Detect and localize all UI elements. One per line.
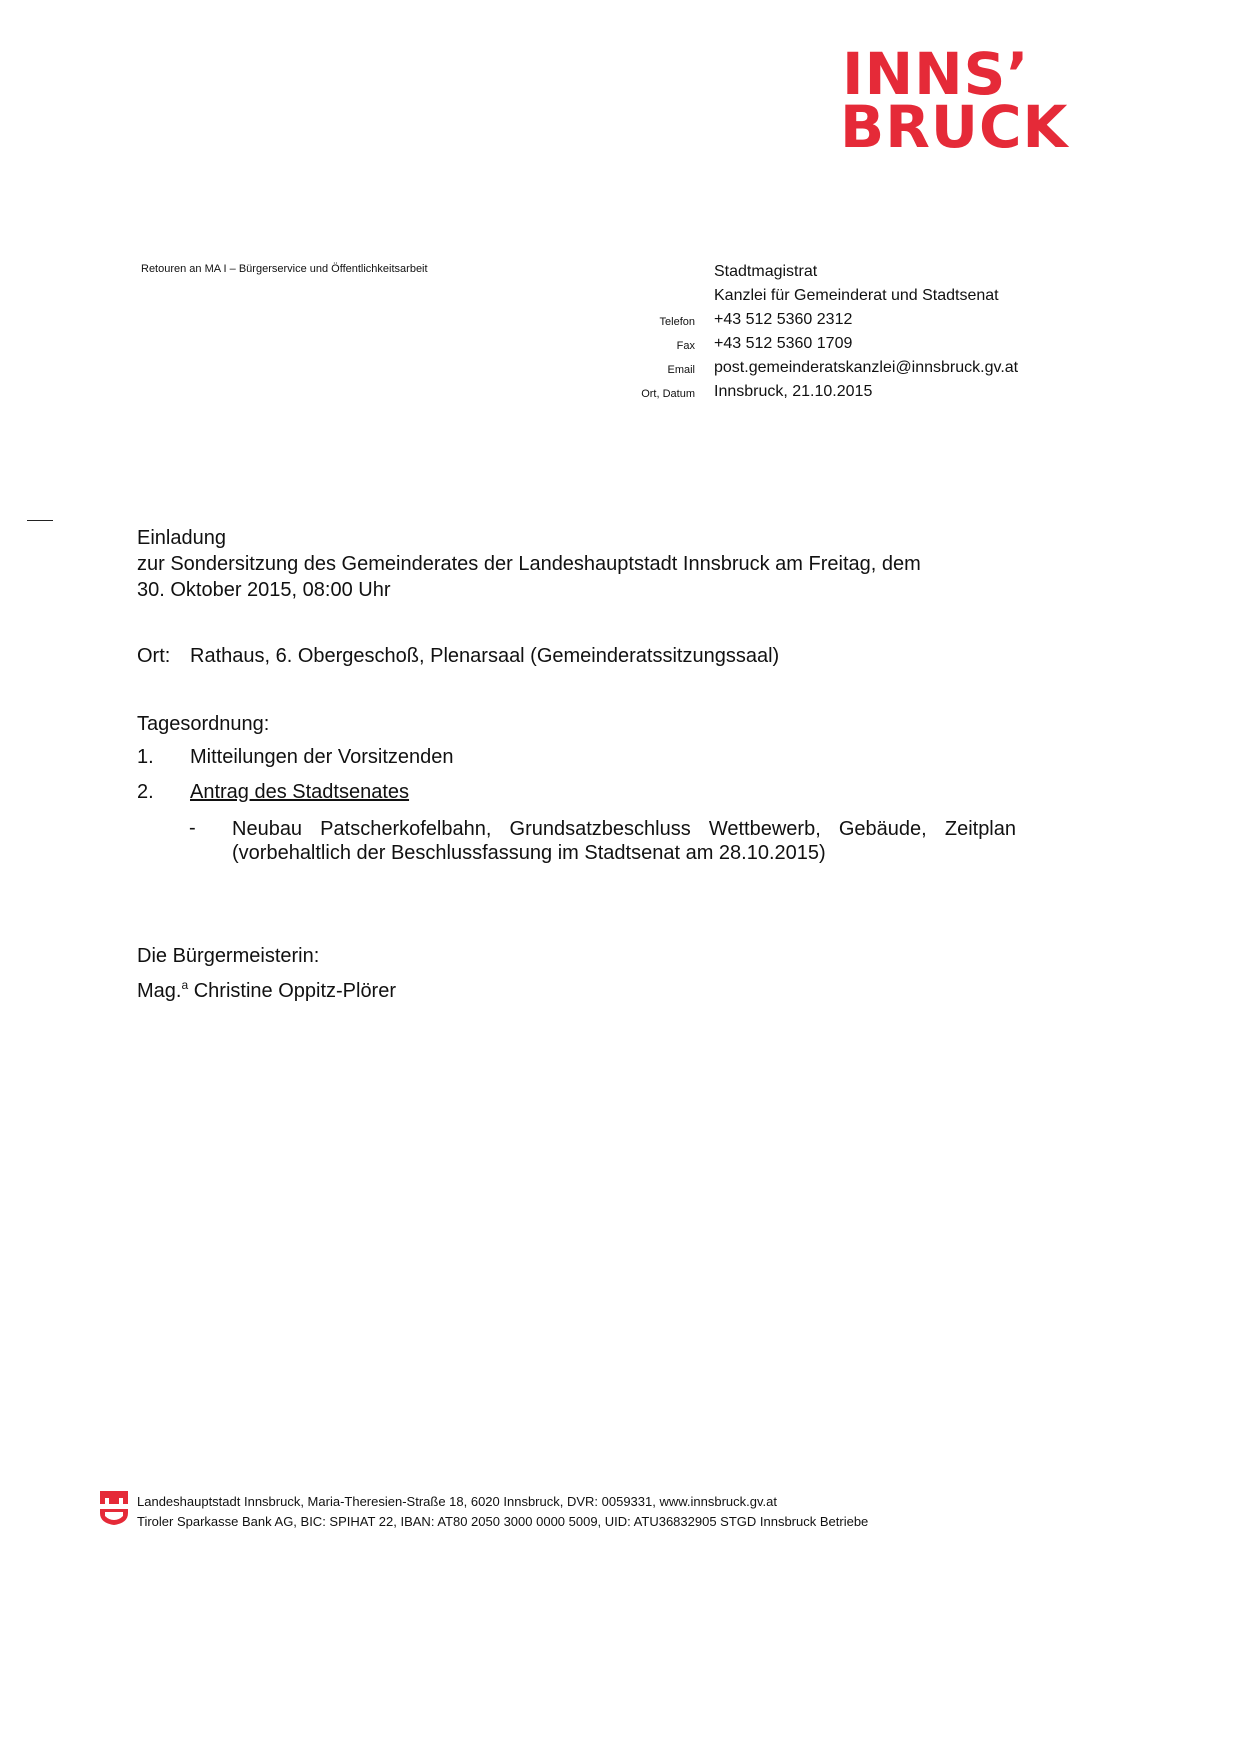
signer-title: Mag. (137, 980, 182, 1002)
city-emblem-icon (99, 1490, 129, 1526)
sub-item-dash: - (189, 817, 196, 839)
sub-item-line-1: Neubau Patscherkofelbahn, Grundsatzbeschluss Wettbewerb, Gebäude, Zeitplan (232, 818, 1016, 840)
email-value: post.gemeinderatskanzlei@innsbruck.gv.at (714, 359, 1019, 376)
location-value: Rathaus, 6. Obergeschoß, Plenarsaal (Gemeinderatssitzungssaal) (190, 645, 780, 667)
logo-line-1: INNS’ (842, 40, 1030, 108)
footer-line-1: Landeshauptstadt Innsbruck, Maria-Theresien-Straße 18, 6020 Innsbruck, DVR: 0059331, www.innsbruck.gv.at (137, 1494, 777, 1509)
logo-line-2: BRUCK (840, 93, 1069, 161)
date-label: Ort, Datum (641, 388, 695, 400)
innsbruck-logo (840, 40, 1069, 161)
agenda-item-text: Mitteilungen der Vorsitzenden (190, 746, 454, 768)
fax-label: Fax (676, 340, 695, 352)
info-values (714, 262, 1018, 406)
footer-line-2: Tiroler Sparkasse Bank AG, BIC: SPIHAT 22, IBAN: AT80 2050 3000 0000 5009, UID: ATU36832905 STGD Innsbruck Betriebe (137, 1514, 869, 1529)
sub-item-line-2: (vorbehaltlich der Beschlussfassung im Stadtsenat am 28.10.2015) (232, 842, 826, 864)
agenda-item-number: 1. (137, 746, 154, 768)
invitation-line-3: 30. Oktober 2015, 08:00 Uhr (137, 579, 391, 601)
signer-fullname: Christine Oppitz-Plörer (193, 980, 397, 1002)
agenda-title: Tagesordnung: (137, 713, 270, 735)
office: Kanzlei für Gemeinderat und Stadtsenat (714, 287, 999, 304)
footer (137, 1492, 868, 1532)
signer-title-superscript: a (181, 978, 189, 992)
location-label: Ort: (137, 645, 171, 667)
fax-value: +43 512 5360 1709 (714, 335, 853, 352)
signer-role: Die Bürgermeisterin: (137, 945, 320, 967)
signer-name (137, 978, 396, 1003)
date-value: Innsbruck, 21.10.2015 (714, 383, 873, 400)
invitation-line-2: zur Sondersitzung des Gemeinderates der Landeshauptstadt Innsbruck am Freitag, dem (137, 553, 921, 575)
department: Stadtmagistrat (714, 263, 818, 280)
fold-mark (27, 520, 53, 521)
invitation-block (137, 525, 921, 603)
email-label: Email (667, 364, 695, 376)
phone-value: +43 512 5360 2312 (714, 311, 853, 328)
agenda-item-text: Antrag des Stadtsenates (190, 781, 410, 803)
invitation-heading: Einladung (137, 527, 226, 549)
info-labels (560, 262, 695, 406)
phone-label: Telefon (659, 316, 695, 328)
return-address: Retouren an MA I – Bürgerservice und Öffentlichkeitsarbeit (141, 263, 428, 275)
agenda-item-number: 2. (137, 781, 154, 803)
